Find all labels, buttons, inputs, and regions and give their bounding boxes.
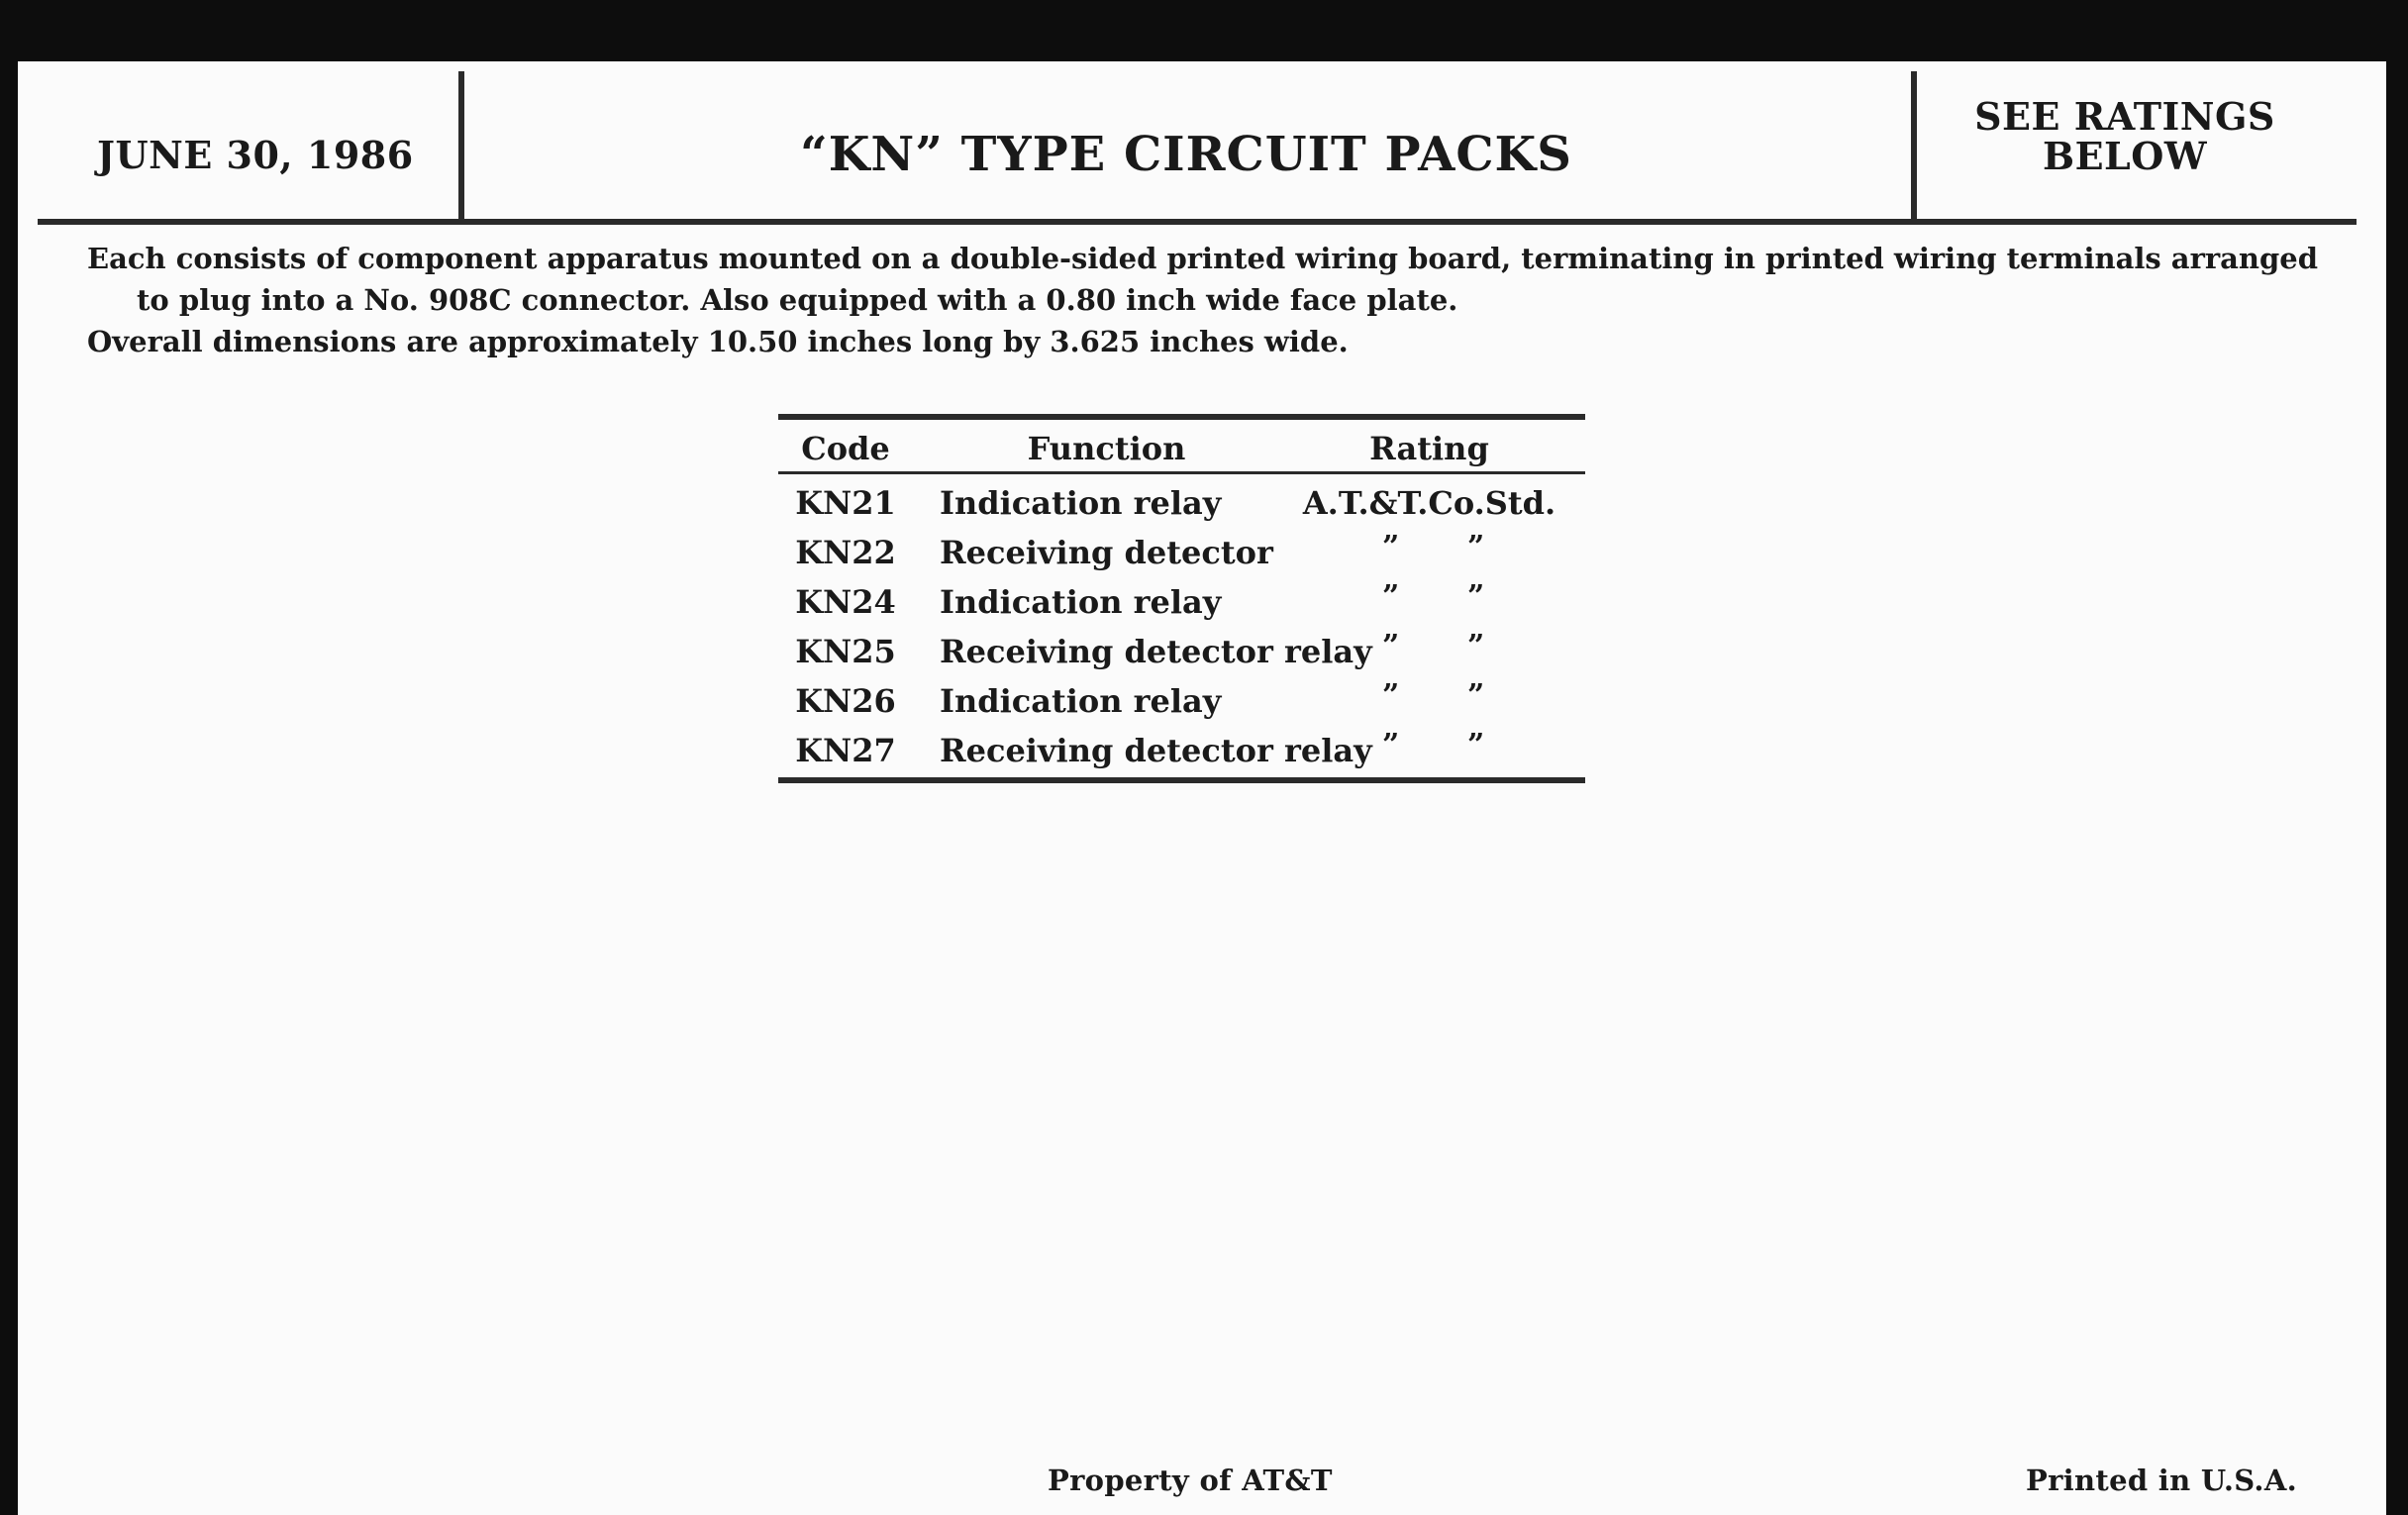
row-code: KN24 [795,583,896,621]
table-row [778,474,1585,524]
row-function: Indication relay [940,484,1222,522]
table-row [778,524,1585,573]
table-row [778,623,1585,672]
table-header-row [778,420,1585,471]
ditto-mark: ” [1467,678,1485,713]
header-function: Function [1027,430,1186,467]
footer-property: Property of AT&T [1048,1464,1333,1497]
table-row [778,672,1585,722]
row-code: KN26 [795,682,896,720]
table-row [778,573,1585,623]
description-paragraph-1: Each consists of component apparatus mounted on a double-sided printed wiring board, terminating in printed wiring terminals arranged to plug into a No. 908C connector. Also equipped with a 0.80 inch wide face plate. [87,242,2319,317]
header-rule [38,219,2357,225]
table-bottom-rule [778,777,1585,783]
row-function: Receiving detector [940,534,1273,571]
row-function: Receiving detector relay [940,732,1372,769]
ditto-mark: ” [1467,579,1485,614]
ditto-mark: ” [1382,728,1400,762]
ditto-mark: ” [1467,629,1485,663]
footer-printed: Printed in U.S.A. [2026,1464,2298,1497]
row-function: Indication relay [940,682,1222,720]
codes-table [778,414,1585,783]
header-code: Code [801,430,890,467]
ditto-mark: ” [1382,678,1400,713]
ditto-mark: ” [1382,579,1400,614]
ratings-note-line2: BELOW [2042,134,2208,178]
row-code: KN21 [795,484,896,522]
row-code: KN22 [795,534,896,571]
header-rating: Rating [1369,430,1489,467]
ratings-note-line1: SEE RATINGS [1974,94,2275,139]
document-date: JUNE 30, 1986 [97,133,414,177]
document-card [18,61,2386,1515]
row-function: Receiving detector relay [940,633,1372,670]
ratings-note [1917,94,2333,178]
row-code: KN27 [795,732,896,769]
row-function: Indication relay [940,583,1222,621]
document-title: “KN” TYPE CIRCUIT PACKS [800,127,1572,182]
row-code: KN25 [795,633,896,670]
ditto-mark: ” [1382,530,1400,564]
ditto-mark: ” [1467,530,1485,564]
table-row [778,722,1585,771]
description-paragraph-2: Overall dimensions are approximately 10.50 inches long by 3.625 inches wide. [87,325,1349,358]
row-rating: A.T.&T.Co.Std. [1302,484,1556,522]
description [87,238,2335,362]
ditto-mark: ” [1382,629,1400,663]
ditto-mark: ” [1467,728,1485,762]
